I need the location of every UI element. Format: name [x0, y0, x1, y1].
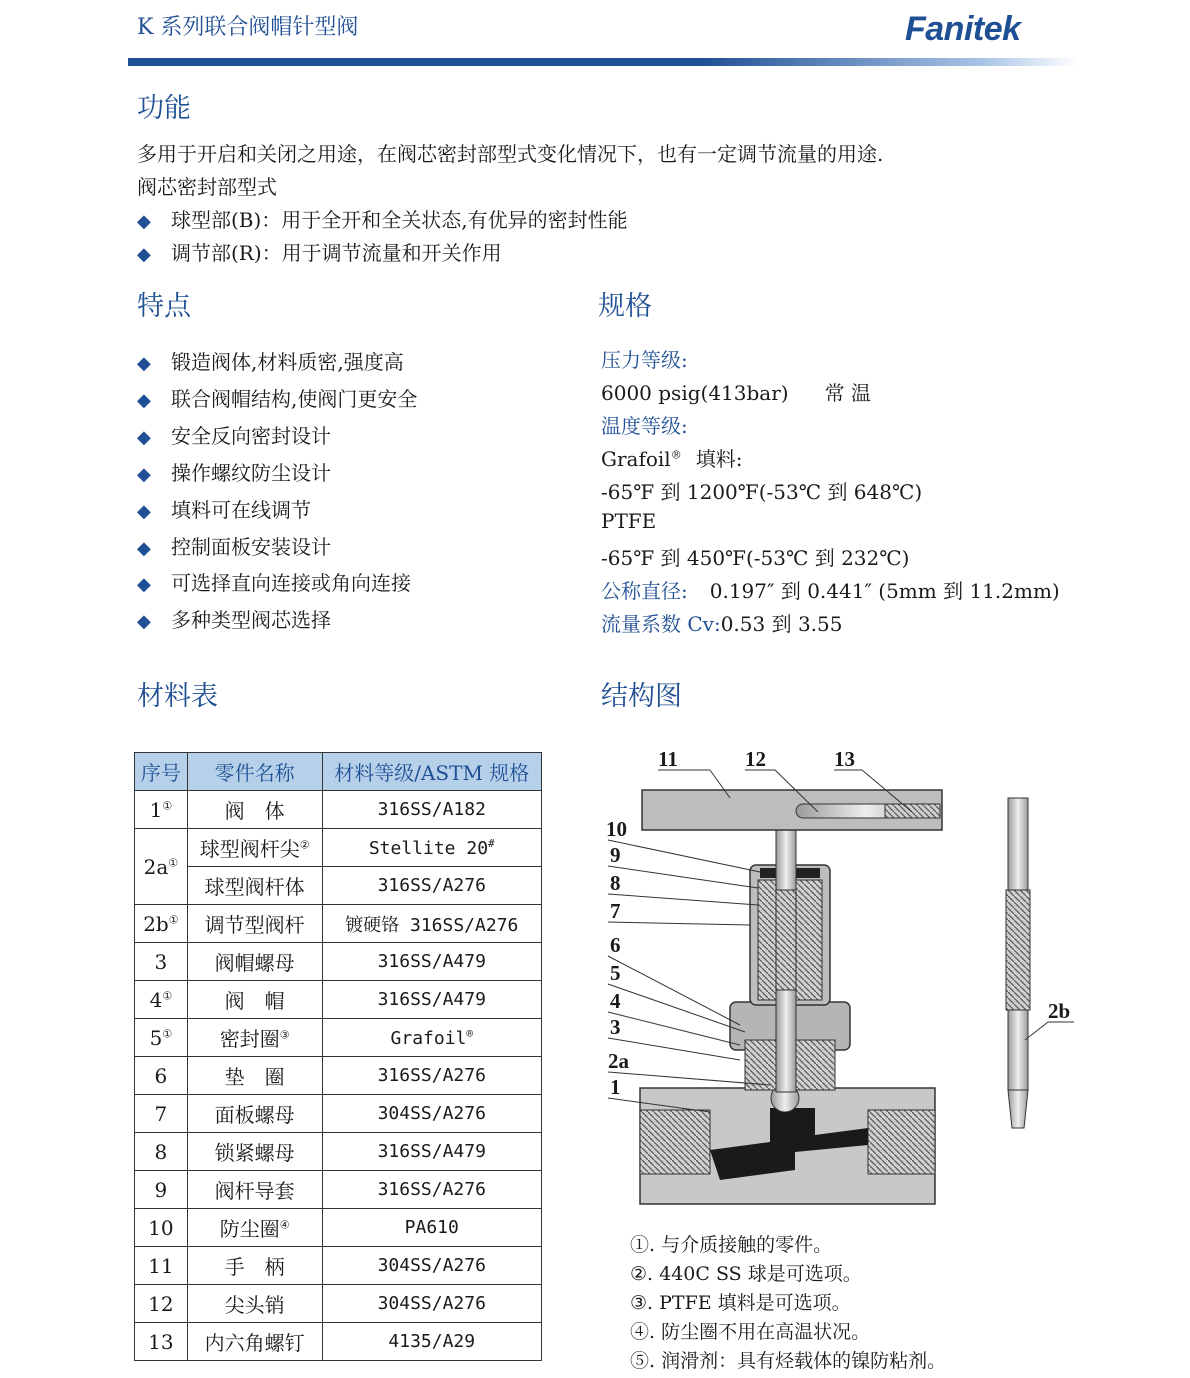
- ptfe-label: PTFE: [601, 509, 657, 533]
- footnote: ③. PTFE 填料是可选项。: [630, 1292, 851, 1314]
- callout-label: 12: [745, 747, 766, 771]
- row-number: 8: [135, 1133, 188, 1171]
- row-number: 1①: [135, 791, 188, 829]
- row-number: 9: [135, 1171, 188, 1209]
- material-spec: 4135/A29: [322, 1323, 541, 1361]
- material-spec: 304SS/A276: [322, 1095, 541, 1133]
- table-row: [135, 905, 542, 943]
- callout-label: 11: [658, 747, 678, 771]
- feature-bullet: ◆ 锻造阀体,材料质密,强度高: [137, 350, 404, 374]
- part-name: 锁紧螺母: [187, 1133, 322, 1171]
- features-heading: 特点: [137, 291, 191, 322]
- structure-heading: 结构图: [601, 681, 682, 712]
- brand-logo: Fanitek: [905, 10, 1021, 48]
- part-name: 调节型阀杆: [187, 905, 322, 943]
- part-name: 面板螺母: [187, 1095, 322, 1133]
- callout-label: 2b: [1048, 999, 1071, 1023]
- feature-bullet: ◆ 操作螺纹防尘设计: [137, 461, 331, 485]
- footnote: ⑤. 润滑剂：具有烃载体的镍防粘剂。: [630, 1350, 947, 1372]
- feature-bullet: ◆ 多种类型阀芯选择: [137, 608, 331, 632]
- column-header: 材料等级/ASTM 规格: [322, 753, 541, 791]
- table-row: [135, 1095, 542, 1133]
- materials-heading: 材料表: [137, 681, 218, 712]
- table-row: [135, 1019, 542, 1057]
- diamond-icon: ◆: [137, 211, 151, 232]
- material-spec: 316SS/A479: [322, 981, 541, 1019]
- materials-table: [134, 752, 542, 1361]
- row-number: 11: [135, 1247, 188, 1285]
- callout-label: 5: [610, 961, 621, 985]
- table-row: [135, 829, 542, 867]
- callout-label: 1: [610, 1075, 621, 1099]
- callout-label: 13: [834, 747, 855, 771]
- grafoil-range: -65℉ 到 1200℉(-53℃ 到 648℃): [601, 480, 923, 504]
- valve-body: [640, 1084, 935, 1204]
- footnote: ①. 与介质接触的零件。: [630, 1234, 833, 1256]
- diamond-icon: ◆: [137, 574, 151, 595]
- callout-label: 2a: [608, 1049, 629, 1073]
- callout-label: 8: [610, 871, 621, 895]
- column-header: 序号: [135, 753, 188, 791]
- valve-cross-section-diagram: [600, 740, 1090, 1220]
- feature-bullet: ◆ 联合阀帽结构,使阀门更安全: [137, 387, 418, 411]
- row-number: 12: [135, 1285, 188, 1323]
- function-line: 阀芯密封部型式: [137, 175, 277, 199]
- diamond-icon: ◆: [137, 611, 151, 632]
- diamond-icon: ◆: [137, 427, 151, 448]
- diamond-icon: ◆: [137, 464, 151, 485]
- grafoil-packing: Grafoil® 填料:: [601, 447, 743, 471]
- cv-spec: 流量系数 Cv:0.53 到 3.55: [601, 612, 843, 636]
- callout-label: 10: [606, 817, 627, 841]
- feature-bullet: ◆ 安全反向密封设计: [137, 424, 331, 448]
- specs-heading: 规格: [598, 291, 652, 322]
- table-row: [135, 1323, 542, 1361]
- diamond-icon: ◆: [137, 538, 151, 559]
- material-spec: Grafoil®: [322, 1019, 541, 1057]
- part-name: 尖头销: [187, 1285, 322, 1323]
- footnote: ④. 防尘圈不用在高温状况。: [630, 1321, 871, 1343]
- material-spec: 316SS/A479: [322, 1133, 541, 1171]
- function-heading: 功能: [137, 93, 191, 124]
- material-spec: PA610: [322, 1209, 541, 1247]
- document-title: K 系列联合阀帽针型阀: [137, 15, 359, 40]
- part-name: 阀 帽: [187, 981, 322, 1019]
- callout-label: 6: [610, 933, 621, 957]
- part-name: 密封圈③: [187, 1019, 322, 1057]
- table-row: [135, 1133, 542, 1171]
- diamond-icon: ◆: [137, 390, 151, 411]
- table-row: [135, 943, 542, 981]
- row-number: 3: [135, 943, 188, 981]
- material-spec: 316SS/A276: [322, 1171, 541, 1209]
- table-row: [135, 791, 542, 829]
- diameter-spec: 公称直径: 0.197″ 到 0.441″ (5mm 到 11.2mm): [601, 579, 1060, 603]
- table-row: [135, 981, 542, 1019]
- table-row: [135, 1171, 542, 1209]
- part-name: 垫 圈: [187, 1057, 322, 1095]
- material-spec: 304SS/A276: [322, 1285, 541, 1323]
- part-name: 球型阀杆体: [187, 867, 322, 905]
- part-name: 手 柄: [187, 1247, 322, 1285]
- column-header: 零件名称: [187, 753, 322, 791]
- row-number: 5①: [135, 1019, 188, 1057]
- material-spec: 316SS/A479: [322, 943, 541, 981]
- callout-label: 3: [610, 1015, 621, 1039]
- function-bullet: ◆ 球型部(B)：用于全开和全关状态,有优异的密封性能: [137, 208, 628, 232]
- material-spec: 316SS/A276: [322, 867, 541, 905]
- material-spec: 304SS/A276: [322, 1247, 541, 1285]
- row-number: 2b①: [135, 905, 188, 943]
- row-number: 10: [135, 1209, 188, 1247]
- material-spec: 316SS/A276: [322, 1057, 541, 1095]
- diamond-icon: ◆: [137, 244, 151, 265]
- material-spec: 镀硬铬 316SS/A276: [322, 905, 541, 943]
- part-name: 内六角螺钉: [187, 1323, 322, 1361]
- callout-label: 7: [610, 899, 621, 923]
- diamond-icon: ◆: [137, 353, 151, 374]
- part-name: 防尘圈④: [187, 1209, 322, 1247]
- row-number: 4①: [135, 981, 188, 1019]
- ptfe-range: -65℉ 到 450℉(-53℃ 到 232℃): [601, 546, 910, 570]
- table-row: [135, 867, 542, 905]
- table-row: [135, 1247, 542, 1285]
- part-name: 阀帽螺母: [187, 943, 322, 981]
- row-number: 2a①: [135, 829, 188, 905]
- diamond-icon: ◆: [137, 501, 151, 522]
- callout-label: 4: [610, 989, 621, 1013]
- feature-bullet: ◆ 控制面板安装设计: [137, 535, 331, 559]
- pressure-value: 6000 psig(413bar) 常 温: [601, 381, 871, 405]
- part-name: 球型阀杆尖②: [187, 829, 322, 867]
- row-number: 13: [135, 1323, 188, 1361]
- material-spec: 316SS/A182: [322, 791, 541, 829]
- function-line: 多用于开启和关闭之用途，在阀芯密封部型式变化情况下，也有一定调节流量的用途.: [137, 142, 884, 166]
- table-row: [135, 1209, 542, 1247]
- table-row: [135, 1057, 542, 1095]
- handle: [642, 790, 942, 830]
- table-row: [135, 1285, 542, 1323]
- part-name: 阀杆导套: [187, 1171, 322, 1209]
- valve-stem: [776, 792, 796, 1092]
- regulating-stem: [1006, 798, 1030, 1128]
- temperature-label: 温度等级:: [601, 414, 688, 438]
- pressure-label: 压力等级:: [601, 348, 688, 372]
- feature-bullet: ◆ 可选择直向连接或角向连接: [137, 571, 411, 595]
- header-rule: [128, 58, 1078, 66]
- footnote: ②. 440C SS 球是可选项。: [630, 1263, 862, 1285]
- function-bullet: ◆ 调节部(R)：用于调节流量和开关作用: [137, 241, 502, 265]
- callout-label: 9: [610, 843, 621, 867]
- feature-bullet: ◆ 填料可在线调节: [137, 498, 311, 522]
- part-name: 阀 体: [187, 791, 322, 829]
- row-number: 7: [135, 1095, 188, 1133]
- material-spec: Stellite 20#: [322, 829, 541, 867]
- row-number: 6: [135, 1057, 188, 1095]
